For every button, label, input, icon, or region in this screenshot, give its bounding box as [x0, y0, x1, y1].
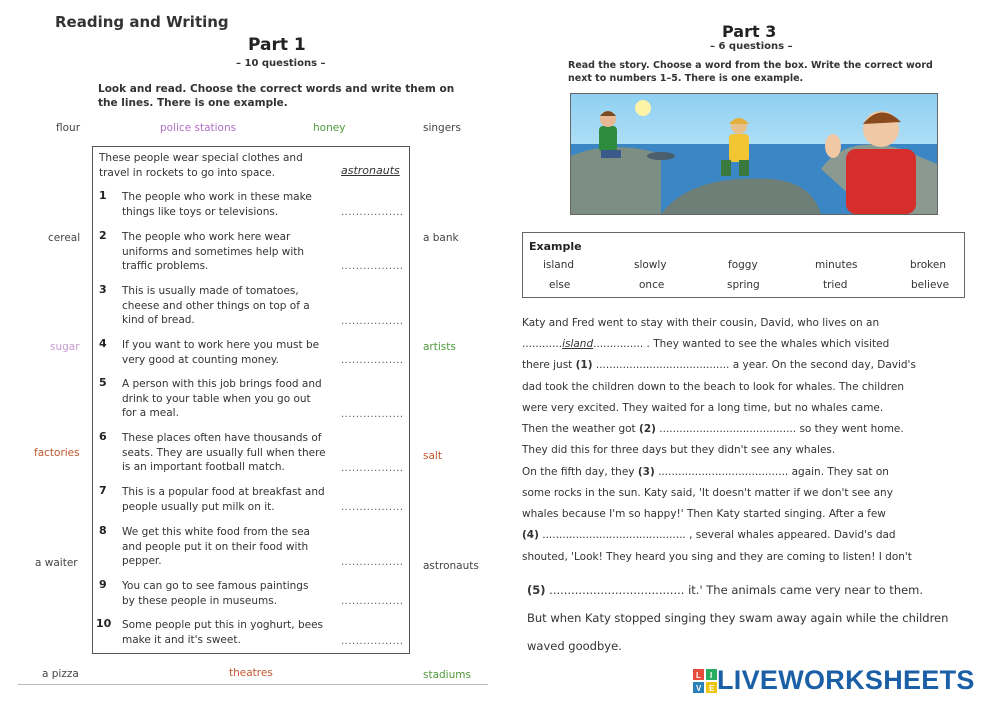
story-line: Katy and Fred went to stay with their cousin, David, who lives on an: [522, 317, 880, 329]
question-text: This is usually made of tomatoes, cheese and other things on top of a kind of bread.: [122, 285, 310, 326]
answer-line-7[interactable]: .................: [341, 502, 404, 513]
word-a-pizza: a pizza: [42, 668, 79, 680]
gap-number: (3): [637, 466, 655, 478]
story-text: again. They sat on: [791, 466, 889, 478]
word-factories: factories: [34, 447, 80, 459]
question-number: 2: [99, 229, 107, 242]
svg-text:L: L: [696, 670, 701, 680]
question-number: 9: [99, 578, 107, 591]
story-line: shouted, 'Look! They heard you sing and they are coming to listen! I don't: [522, 551, 912, 563]
example-label: Example: [529, 240, 582, 253]
story-text: Then the weather got: [522, 423, 636, 435]
word-artists: artists: [423, 341, 456, 353]
story-text: a year. On the second day, David's: [732, 359, 916, 371]
question-number: 5: [99, 376, 107, 389]
story-dots: ............: [522, 338, 563, 350]
word-salt: salt: [423, 450, 442, 462]
word-honey: honey: [313, 122, 346, 134]
gap-number: (5): [527, 583, 546, 597]
story-line: [522, 423, 904, 435]
svg-text:I: I: [710, 670, 713, 680]
box-word: else: [549, 279, 571, 291]
gap-1-input[interactable]: ........................................: [595, 359, 730, 371]
word-cereal: cereal: [48, 232, 81, 244]
example-question: These people wear special clothes and travel in rockets to go into space.: [99, 152, 303, 179]
box-word: tried: [823, 279, 848, 291]
box-word: minutes: [815, 259, 858, 271]
part3-instructions: Read the story. Choose a word from the box. Write the correct word next to numbers 1–5. There is one example.: [568, 60, 933, 84]
liveworksheets-logo[interactable]: [693, 665, 975, 696]
gap-4-input[interactable]: ...........................................: [542, 529, 686, 541]
question-number: 3: [99, 283, 107, 296]
story-example-answer: island: [562, 338, 594, 350]
box-word: broken: [910, 259, 946, 271]
answer-line-5[interactable]: .................: [341, 409, 404, 420]
story-text: , several whales appeared. David's dad: [689, 529, 896, 541]
story-line: dad took the children down to the beach to look for whales. The children: [522, 381, 904, 393]
story-line: But when Katy stopped singing they swam away again while the children: [527, 611, 949, 625]
story-line: some rocks in the sun. Katy said, 'It doesn't matter if we don't see any: [522, 487, 893, 499]
divider: [18, 684, 488, 685]
section-title: Reading and Writing: [55, 13, 229, 31]
question-text: This is a popular food at breakfast and people usually put milk on it.: [122, 486, 325, 513]
story-text: it.' The animals came very near to them.: [688, 583, 924, 597]
word-flour: flour: [56, 122, 81, 134]
answer-line-9[interactable]: .................: [341, 596, 404, 607]
story-line: [522, 529, 896, 541]
question-text: The people who work here wear uniforms and sometimes help with traffic problems.: [122, 231, 305, 272]
part3-subtitle: – 6 questions –: [710, 41, 793, 52]
example-answer: astronauts: [341, 164, 400, 177]
question-number: 7: [99, 484, 107, 497]
answer-line-1[interactable]: .................: [341, 207, 404, 218]
word-theatres: theatres: [229, 667, 273, 679]
part1-title: Part 1: [248, 35, 306, 55]
story-text: there just: [522, 359, 573, 371]
answer-line-8[interactable]: .................: [341, 557, 404, 568]
box-word: spring: [727, 279, 760, 291]
question-text: Some people put this in yoghurt, bees make it and it's sweet.: [122, 619, 324, 646]
story-line: whales because I'm so happy!' Then Katy started singing. After a few: [522, 508, 886, 520]
box-word: believe: [911, 279, 950, 291]
word-stadiums: stadiums: [423, 669, 471, 681]
story-line: [522, 359, 916, 371]
answer-line-2[interactable]: .................: [341, 261, 404, 272]
part3-title: Part 3: [722, 22, 777, 41]
svg-text:E: E: [709, 683, 715, 693]
story-text: On the fifth day, they: [522, 466, 635, 478]
answer-line-6[interactable]: .................: [341, 463, 404, 474]
story-text: . They wanted to see the whales which visited: [646, 338, 890, 350]
box-word: island: [543, 259, 575, 271]
question-number: 1: [99, 189, 107, 202]
story-line: [522, 338, 889, 350]
answer-line-3[interactable]: .................: [341, 316, 404, 327]
gap-number: (2): [639, 423, 656, 435]
word-police-stations: police stations: [160, 122, 237, 134]
answer-line-10[interactable]: .................: [341, 636, 404, 647]
story-line: They did this for three days but they didn't see any whales.: [522, 444, 836, 456]
gap-number: (4): [522, 529, 539, 541]
word-a-bank: a bank: [423, 232, 459, 244]
gap-2-input[interactable]: .........................................: [659, 423, 797, 435]
logo-text: LIVEWORKSHEETS: [717, 665, 975, 695]
word-a-waiter: a waiter: [35, 557, 78, 569]
story-line: [522, 466, 889, 478]
question-number: 8: [99, 524, 107, 537]
question-number: 6: [99, 430, 107, 443]
story-line: were very excited. They waited for a long time, but no whales came.: [522, 402, 884, 414]
part1-subtitle: – 10 questions –: [236, 58, 326, 69]
question-text: The people who work in these make things like toys or televisions.: [122, 191, 312, 218]
liveworksheets-badge-icon: [693, 669, 717, 693]
box-word: foggy: [728, 259, 758, 271]
question-text: We get this white food from the sea and people put it on their food with pepper.: [122, 526, 310, 567]
word-singers: singers: [423, 122, 461, 134]
question-text: A person with this job brings food and drink to your table when you go out for a meal.: [122, 378, 322, 419]
box-word: once: [639, 279, 665, 291]
answer-line-4[interactable]: .................: [341, 355, 404, 366]
story-line: waved goodbye.: [527, 639, 622, 653]
question-number: 10: [96, 617, 112, 630]
word-astronauts: astronauts: [423, 560, 479, 572]
story-text: so they went home.: [799, 423, 904, 435]
story-line: [527, 583, 923, 597]
box-word: slowly: [634, 259, 667, 271]
svg-text:V: V: [696, 683, 702, 693]
gap-5-input[interactable]: .....................................: [549, 583, 685, 597]
question-number: 4: [99, 337, 107, 350]
word-sugar: sugar: [50, 341, 80, 353]
story-dots: ...............: [593, 338, 644, 350]
question-text: If you want to work here you must be very good at counting money.: [122, 339, 320, 366]
question-text: You can go to see famous paintings by these people in museums.: [122, 580, 309, 607]
question-text: These places often have thousands of seats. They are usually full when there is an important football match.: [122, 432, 326, 473]
beach-scene-image: [571, 94, 937, 214]
gap-3-input[interactable]: .......................................: [658, 466, 789, 478]
gap-number: (1): [575, 359, 593, 371]
story-illustration: [570, 93, 938, 215]
part1-instructions: Look and read. Choose the correct words and write them on the lines. There is one example.: [98, 83, 455, 109]
